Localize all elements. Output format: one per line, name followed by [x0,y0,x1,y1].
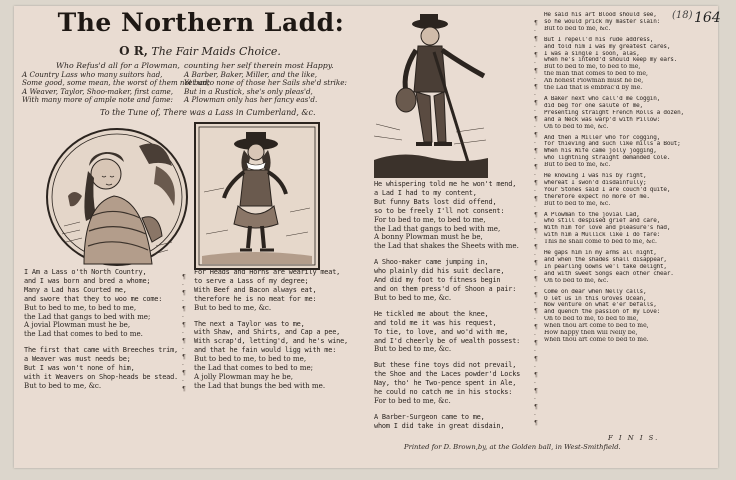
verse-line: so to be freely I'll not consent: [374,206,505,215]
verse-line: With Beef and Bacon always eat, [194,285,317,294]
verse-line: The first that came with Breeches trim, [24,346,178,355]
printer-imprint: Printed for D. Brown,by, at the Golden ball, in West-Smithfield. [404,443,621,451]
verse-line: Oh to bed to me, to bed to me, [544,316,639,323]
verse-line: with it Weavers on Shop-heads be stead. [24,372,178,381]
verse-line: How happy then will Nelly be, [544,330,638,337]
verse-line: But to bed to me, to bed to me, [194,355,307,364]
verse-line: to serve a Lass of my degree; [194,276,309,285]
verse-line: therefore expect no more of me. [544,193,650,200]
verse-line: But to bed to me, &c. [544,162,611,169]
verse-line: But I repell'd his rude address, [544,36,654,43]
verse-line: But to bed to me, to bed to me, [544,64,641,71]
verse-line: and on them press'd of Shoon a pair: [374,284,517,293]
verse-line: therefore he is no meat for me: [194,294,317,303]
verse-line: But these fine toys did not prevail, [374,361,517,370]
intro-left [22,62,210,105]
intro-line: counting her self therein most Happy. [184,61,334,70]
woodcut-gentleman [194,122,320,270]
verse-line: when thou art come to bed to me, [544,323,649,330]
woodcut-plowman [372,12,490,178]
column-ornament-2: ¶ · ¶ · ¶ · ¶ · ¶ · ¶ · ¶ · ¶ · ¶ · ¶ · ¶ · ¶ · ¶ · ¶ · ¶ · ¶ · ¶ · ¶ · ¶ · ¶ · ¶ · ¶ · ¶ · ¶ · ¶ · ¶ [534,20,538,427]
verse-line: Many a Lad has Courted me, [24,285,127,294]
verse-line: I Am a Lass o'th North Country, [24,268,147,276]
verse-line: and when the shades shall disappear, [544,257,667,263]
verse-line: a Lad I had to my content, [374,188,477,197]
verse-line: and I'd cheerly be of wealth possest: [374,336,521,345]
verse-line: For to bed to me, to bed to me, [374,215,486,224]
verse-line: Nay, tho' he Two-pence spent in Ale, [374,379,517,388]
tune-line: To the Tune of, There was a Lass in Cumberland, &c. [100,108,316,117]
verse-line: a Weaver was must needs be; [24,355,131,364]
verse-line: who lightning straight demanded Cole. [544,155,671,162]
verse-line: and I was born and bred a whome; [24,276,151,285]
verse-column-4 [544,12,684,344]
verse-line: But funny Bats lost did offend, [374,197,497,206]
verse-line: But to bed to me, &c. [374,293,452,302]
verse-line: But to bed to me, &c. [544,25,611,32]
verse-line: A Barber-Surgeon came to me, [374,412,485,421]
verse-line: For Heads and Horns are wearily meat, [194,268,341,276]
verse-line: But to bed to me, &c. [374,345,452,354]
verse-line: Presenting straight French Rolls a dozen, [544,109,684,116]
woodcut-woman-portrait [44,126,190,268]
verse-line: who still despised grief and care, [544,218,661,225]
intro-line: With many more of ample note and fame: [22,95,173,105]
verse-line: O let us in this Groves Ocean, [544,295,647,302]
verse-line: A jolly Plowman may he be, [194,372,294,381]
verse-line: the Shoe and the Laces powder'd Locks [374,370,521,379]
verse-line: But to bed to me, &c. [194,303,272,312]
verse-line: He whispering told me he won't mend, [374,180,517,188]
column-ornament-1: ¶ · ¶ · ¶ · ¶ · ¶ · ¶ · ¶ · ¶ [182,274,186,393]
verse-line: and quench the passion of my Love: [544,309,661,316]
intro-line: A Weaver, Taylor, Shoo-maker, first came, [22,86,174,96]
ballad-title: The Northern Ladd: [57,8,345,37]
verse-line: Come on dear when Nelly calls, [544,288,647,295]
verse-line: This he shall come to bed to me, &c. [544,239,657,246]
intro-line: A Country Lass who many suitors had, [22,69,163,79]
verse-line: In pearling Gowns we'l take delight, [544,263,667,270]
verse-line: A Baker next who call'd me Coggin, [544,95,661,102]
verse-line: the Lad that is embrac'd by me. [544,85,643,92]
verse-line: Your Stones said I are couch'd quite, [544,186,671,193]
handwritten-number: 164 [694,10,721,26]
verse-line: the Lad that gangs to bed with me, [374,224,501,233]
verse-line: Oh to bed to me, &c. [544,277,609,284]
verse-line: The next a Taylor was to me, [194,319,305,328]
verse-line: With him for love and pleasure's had, [544,225,671,232]
verse-line: and that he fain would ligg with me: [194,346,337,355]
verse-line: He tickled me about the knee, [374,309,489,318]
intro-line: A Plowman only has her fancy eas'd. [184,95,318,105]
verse-line: who plainly did his suit declare, [374,267,505,276]
verse-line: the Lad that comes to bed to me. [24,330,143,339]
verse-line: Oh to bed to me, &c. [544,123,609,130]
handwritten-reference: (18) [672,10,693,21]
verse-line: A Plowman to the jovial Lad, [544,211,640,218]
verse-line: and told me it was his request, [374,318,497,327]
verse-line: and a Neck was warp'd with Pillow: [544,116,661,123]
verse-line: And then a Miller who for cogging, [544,134,661,141]
verse-line: For to bed to me, &c. [374,396,451,405]
verse-line: the Lad that comes to bed to me; [194,364,314,373]
verse-column-3 [374,180,520,431]
verse-line: A Shoo-maker came jumping in, [374,258,489,267]
verse-line: He knowing I was his by right, [544,173,647,180]
verse-line: with Shaw, and Shirts, and Cap a pee, [194,328,341,337]
verse-line: But to bed to me, &c. [544,200,611,207]
verse-line: the Lad that shakes the Sheets with me. [374,242,519,251]
verse-line: But to bed to me, &c. [24,381,102,390]
intro-line: Some good, some mean, the worst of them not bad; [22,78,210,88]
verse-line: whereat I swon'd disdainfully; [544,179,647,186]
verse-line: I was a single I soon, alas, [544,50,640,57]
intro-line: Yet unto none of those her Sails she'd strike: [184,78,347,88]
verse-line: he could no catch me in his stocks: [374,388,513,397]
verse-line: To tie, to love, and wo'd with me, [374,327,509,336]
verse-line: And did my foot to fitness begin [374,276,501,285]
verse-line: the Lad that gangs to bed with me; [24,312,151,321]
intro-line: A Barber, Baker, Miller, and the like, [184,69,318,79]
verse-line: so he would prick my master slain: [544,18,661,25]
subtitle-text: The Fair Maids Choice. [151,45,281,58]
intro-right [184,62,347,105]
verse-column-2 [194,268,348,391]
verse-line: when he's intend'd should keep my ears. [544,57,678,64]
verse-line: whom I did take in great disdain, [374,421,505,430]
verse-line: He gaps him in my arms all night, [544,250,657,257]
verse-line: He said his art Blood should see, [544,12,657,18]
verse-line: for thieving and such like mills a Bout; [544,141,681,148]
verse-line: with him a Mullick like I do fare: [544,232,661,239]
finis-mark: F I N I S. [608,434,660,442]
verse-line: and told him I was my greatest cares, [544,43,671,50]
ballad-subtitle [40,44,360,58]
verse-line: With scrap'd, letting'd, and he's wine, [194,337,348,346]
verse-line: A jovial Plowman must he be, [24,321,131,330]
verse-line: the man that comes to bed to me, [544,71,648,78]
verse-line: But I was won't none of him, [24,364,135,373]
subtitle-or: O R, [119,44,148,58]
verse-line: the Lad that bungs the bed with me. [194,381,326,390]
verse-line: and with sweet Songs each other chear. [544,270,674,277]
verse-line: When his Wife came jolly jogging, [544,148,657,155]
verse-line: and swore that they to woo me come: [24,294,163,303]
verse-line: An honest Plowman must he be, [544,78,644,85]
intro-line: Who Refus'd all for a Plowman, [56,61,180,70]
verse-line: Now venture on what e'er befalls, [544,302,657,309]
verse-line: when thou art come to bed to me. [544,336,649,343]
verse-line: did beg for one salute of me, [544,102,643,109]
verse-column-1 [24,268,178,391]
intro-line: But in a Rustick, she's only pleas'd, [184,86,313,96]
verse-line: But to bed to me, to bed to me, [24,303,137,312]
verse-line: A bonny Plowman must he be, [374,233,483,242]
